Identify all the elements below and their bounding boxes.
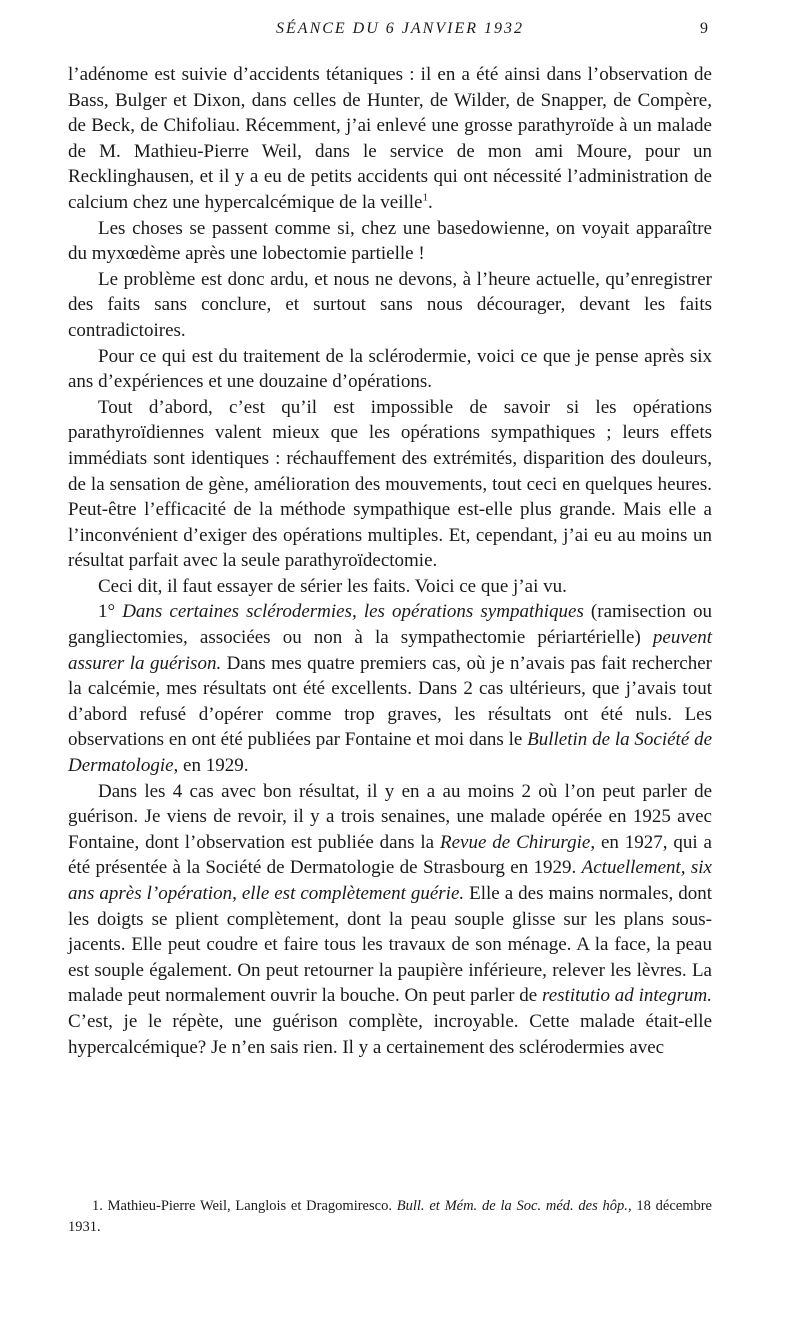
- paragraph: [68, 62, 712, 216]
- footnote-date: , 18 décembre 1931.: [68, 1198, 712, 1235]
- page-number: 9: [700, 20, 710, 37]
- italic-text: Actuellement, six ans après l’opération, elle est complètement guérie.: [68, 857, 712, 904]
- paragraph: [68, 779, 712, 1061]
- paragraph-text: (ramisection ou gangliectomies, associées ou non à la sympathectomie périartérielle): [68, 601, 712, 649]
- journal-title: Revue de Chirurgie: [439, 831, 591, 853]
- paragraph: Tout d’abord, c’est qu’il est impossible de savoir si les opérations parathyroïdiennes valent mieux que les opérations sympathiques ; leurs effets immédiats sont identiques : réchauffement des extrémités, disparition des douleurs, de la sensation de gène, amélioration des mouvements, tout ceci en quelques heures. Peut-être l’efficacité de la méthode sympathique est-elle plus grande. Mais elle a l’inconvénient d’exiger des opérations multiples. Et, cependant, j’ai eu au moins un résultat parfait avec la seule parathyroïdectomie.: [68, 396, 712, 572]
- paragraph-text: Dans mes quatre premiers cas, où je n’avais pas fait rechercher la calcémie, mes résultats ont été excellents. Dans 2 cas ultérieurs, que j’avais tout d’abord refusé d’opérer comme trop graves, les résultats ont été nuls. Les observations en ont été publiées par Fontaine et moi dans le: [68, 652, 712, 751]
- paragraph: [68, 599, 712, 778]
- paragraph-text: , en 1927, qui a été présentée à la Société de Dermatologie de Strasbourg en 1929.: [68, 831, 712, 879]
- paragraph-text: Dans les 4 cas avec bon résultat, il y en a au moins 2 où l’on peut parler de guérison. Je viens de revoir, il y a trois senaines, une malade opérée en 1925 avec Fontaine, dont l’observation est publiée dans la: [68, 780, 712, 853]
- paragraph-text: , en 1929.: [173, 755, 249, 777]
- running-header: [0, 20, 800, 44]
- paragraph: Les choses se passent comme si, chez une basedowienne, on voyait apparaître du myxœdème après une lobectomie partielle !: [68, 217, 712, 265]
- paragraph-text: l’adénome est suivie d’accidents tétaniques : il en a été ainsi dans l’observation de Bass, Bulger et Dixon, dans celles de Hunter, de Wilder, de Snapper, de Compère, de Beck, de Chifoliau. Récemment, j’ai enlevé une grosse parathyroïde à un malade de M. Mathieu-Pierre Weil, dans le service de mon ami Moure, pour un Recklinghausen, et il y a eu de petits accidents qui ont nécessité l’administration de calcium chez une hypercalcémique de la veille: [68, 64, 712, 213]
- italic-text: restitutio ad integrum.: [542, 985, 712, 1007]
- paragraph: Pour ce qui est du traitement de la sclérodermie, voici ce que je pense après six ans d’expériences et une douzaine d’opérations.: [68, 345, 712, 393]
- journal-title: Bulletin de la Société de Dermatologie: [68, 729, 712, 777]
- journal-title: Bull. et Mém. de la Soc. méd. des hôp.: [396, 1198, 628, 1214]
- footnote-authors: 1. Mathieu-Pierre Weil, Langlois et Dragomiresco.: [92, 1198, 397, 1214]
- footnote-ref: 1: [422, 191, 428, 204]
- header-title: SÉANCE DU 6 JANVIER 1932: [276, 20, 524, 37]
- paragraph-text: C’est, je le répète, une guérison complète, incroyable. Cette malade était-elle hypercalcémique? Je n’en sais rien. Il y a certainement des sclérodermies avec: [68, 1010, 712, 1058]
- list-number: 1°: [98, 601, 123, 623]
- footnote-text: [68, 1196, 712, 1238]
- paragraph: Ceci dit, il faut essayer de sérier les faits. Voici ce que j’ai vu.: [98, 575, 567, 597]
- italic-text: peuvent assurer la guérison.: [68, 627, 712, 674]
- italic-text: Dans certaines sclérodermies, les opérations sympathiques: [122, 601, 584, 623]
- footnote: [68, 1196, 712, 1238]
- body-text: [68, 62, 712, 1060]
- paragraph: Le problème est donc ardu, et nous ne devons, à l’heure actuelle, qu’enregistrer des faits sans conclure, et surtout sans nous décourager, devant les faits contradictoires.: [68, 268, 712, 341]
- paragraph-text: .: [427, 191, 433, 213]
- paragraph-text: Elle a des mains normales, dont les doigts se plient complètement, dont la peau souple glisse sur les plans sous-jacents. Elle peut coudre et faire tous les travaux de son ménage. A la face, la peau est souple également. On peut retourner la paupière inférieure, relever les lèvres. La malade peut normalement ouvrir la bouche. On peut parler de: [68, 883, 713, 1007]
